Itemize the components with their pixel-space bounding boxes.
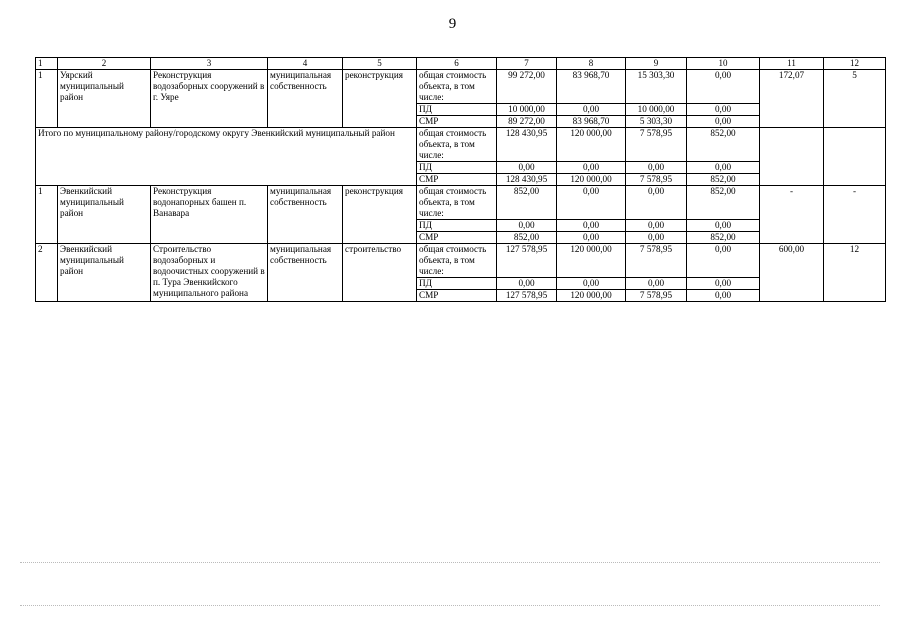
table-row [36,244,886,278]
cost-label: общая стоимость объекта, в том числе: [417,186,497,220]
value-cell: 128 430,95 [497,128,557,162]
object-cell: Реконструкция водозаборных сооружений в г. Уяре [151,70,268,128]
col11-cell [760,128,824,186]
cost-label: общая стоимость объекта, в том числе: [417,244,497,278]
col-header: 2 [58,58,151,70]
value-cell: 0,00 [687,104,760,116]
pd-label: ПД [417,104,497,116]
investment-table [35,57,886,302]
value-cell: 0,00 [557,186,626,220]
value-cell: 7 578,95 [626,128,687,162]
row-number: 2 [36,244,58,302]
col-header: 1 [36,58,58,70]
col-header: 5 [343,58,417,70]
value-cell: 0,00 [557,220,626,232]
value-cell: 127 578,95 [497,244,557,278]
scan-artifact-line [20,562,880,564]
col-header: 8 [557,58,626,70]
district-cell: Эвенкийский муниципальный район [58,186,151,244]
value-cell: 128 430,95 [497,174,557,186]
col-header: 6 [417,58,497,70]
col-header: 12 [824,58,886,70]
value-cell: 852,00 [687,174,760,186]
value-cell: 0,00 [687,70,760,104]
work-type-cell: реконструкция [343,186,417,244]
work-type-cell: строительство [343,244,417,302]
col-header: 11 [760,58,824,70]
value-cell: 852,00 [497,186,557,220]
value-cell: 127 578,95 [497,290,557,302]
header-row [36,58,886,70]
col11-cell: 172,07 [760,70,824,128]
value-cell: 0,00 [626,278,687,290]
object-cell: Реконструкция водонапорных башен п. Ванавара [151,186,268,244]
value-cell: 0,00 [687,220,760,232]
value-cell: 0,00 [557,278,626,290]
value-cell: 10 000,00 [497,104,557,116]
value-cell: 0,00 [687,278,760,290]
value-cell: 0,00 [626,162,687,174]
row-number: 1 [36,186,58,244]
value-cell: 0,00 [626,220,687,232]
col-header: 9 [626,58,687,70]
value-cell: 83 968,70 [557,70,626,104]
value-cell: 0,00 [687,116,760,128]
cost-label: общая стоимость объекта, в том числе: [417,128,497,162]
value-cell: 0,00 [687,162,760,174]
value-cell: 120 000,00 [557,128,626,162]
col12-cell: 12 [824,244,886,302]
col12-cell [824,128,886,186]
value-cell: 0,00 [687,290,760,302]
value-cell: 852,00 [687,128,760,162]
value-cell: 5 303,30 [626,116,687,128]
total-row [36,128,886,162]
value-cell: 0,00 [497,278,557,290]
value-cell: 0,00 [626,186,687,220]
district-cell: Уярский муниципальный район [58,70,151,128]
value-cell: 0,00 [557,104,626,116]
col-header: 7 [497,58,557,70]
value-cell: 0,00 [497,220,557,232]
scan-artifact-line [20,605,880,607]
col11-cell: 600,00 [760,244,824,302]
value-cell: 83 968,70 [557,116,626,128]
ownership-cell: муниципальная собственность [268,70,343,128]
col-header: 10 [687,58,760,70]
value-cell: 120 000,00 [557,244,626,278]
value-cell: 852,00 [497,232,557,244]
smr-label: СМР [417,116,497,128]
value-cell: 7 578,95 [626,174,687,186]
page-number: 9 [448,16,457,32]
value-cell: 852,00 [687,186,760,220]
row-number: 1 [36,70,58,128]
value-cell: 120 000,00 [557,290,626,302]
value-cell: 10 000,00 [626,104,687,116]
col-header: 3 [151,58,268,70]
ownership-cell: муниципальная собственность [268,244,343,302]
value-cell: 0,00 [497,162,557,174]
col12-cell: 5 [824,70,886,128]
pd-label: ПД [417,220,497,232]
smr-label: СМР [417,290,497,302]
value-cell: 0,00 [557,232,626,244]
value-cell: 99 272,00 [497,70,557,104]
smr-label: СМР [417,174,497,186]
value-cell: 0,00 [626,232,687,244]
value-cell: 120 000,00 [557,174,626,186]
value-cell: 0,00 [557,162,626,174]
value-cell: 852,00 [687,232,760,244]
smr-label: СМР [417,232,497,244]
district-cell: Эвенкийский муниципальный район [58,244,151,302]
value-cell: 7 578,95 [626,244,687,278]
value-cell: 15 303,30 [626,70,687,104]
table-row [36,186,886,220]
col11-cell: - [760,186,824,244]
col12-cell: - [824,186,886,244]
col-header: 4 [268,58,343,70]
table-row [36,70,886,104]
value-cell: 89 272,00 [497,116,557,128]
ownership-cell: муниципальная собственность [268,186,343,244]
total-label: Итого по муниципальному району/городскому округу Эвенкийский муниципальный район [36,128,417,186]
pd-label: ПД [417,162,497,174]
value-cell: 7 578,95 [626,290,687,302]
work-type-cell: реконструкция [343,70,417,128]
pd-label: ПД [417,278,497,290]
cost-label: общая стоимость объекта, в том числе: [417,70,497,104]
object-cell: Строительство водозаборных и водоочистных сооружений в п. Тура Эвенкийского муниципального района [151,244,268,302]
value-cell: 0,00 [687,244,760,278]
